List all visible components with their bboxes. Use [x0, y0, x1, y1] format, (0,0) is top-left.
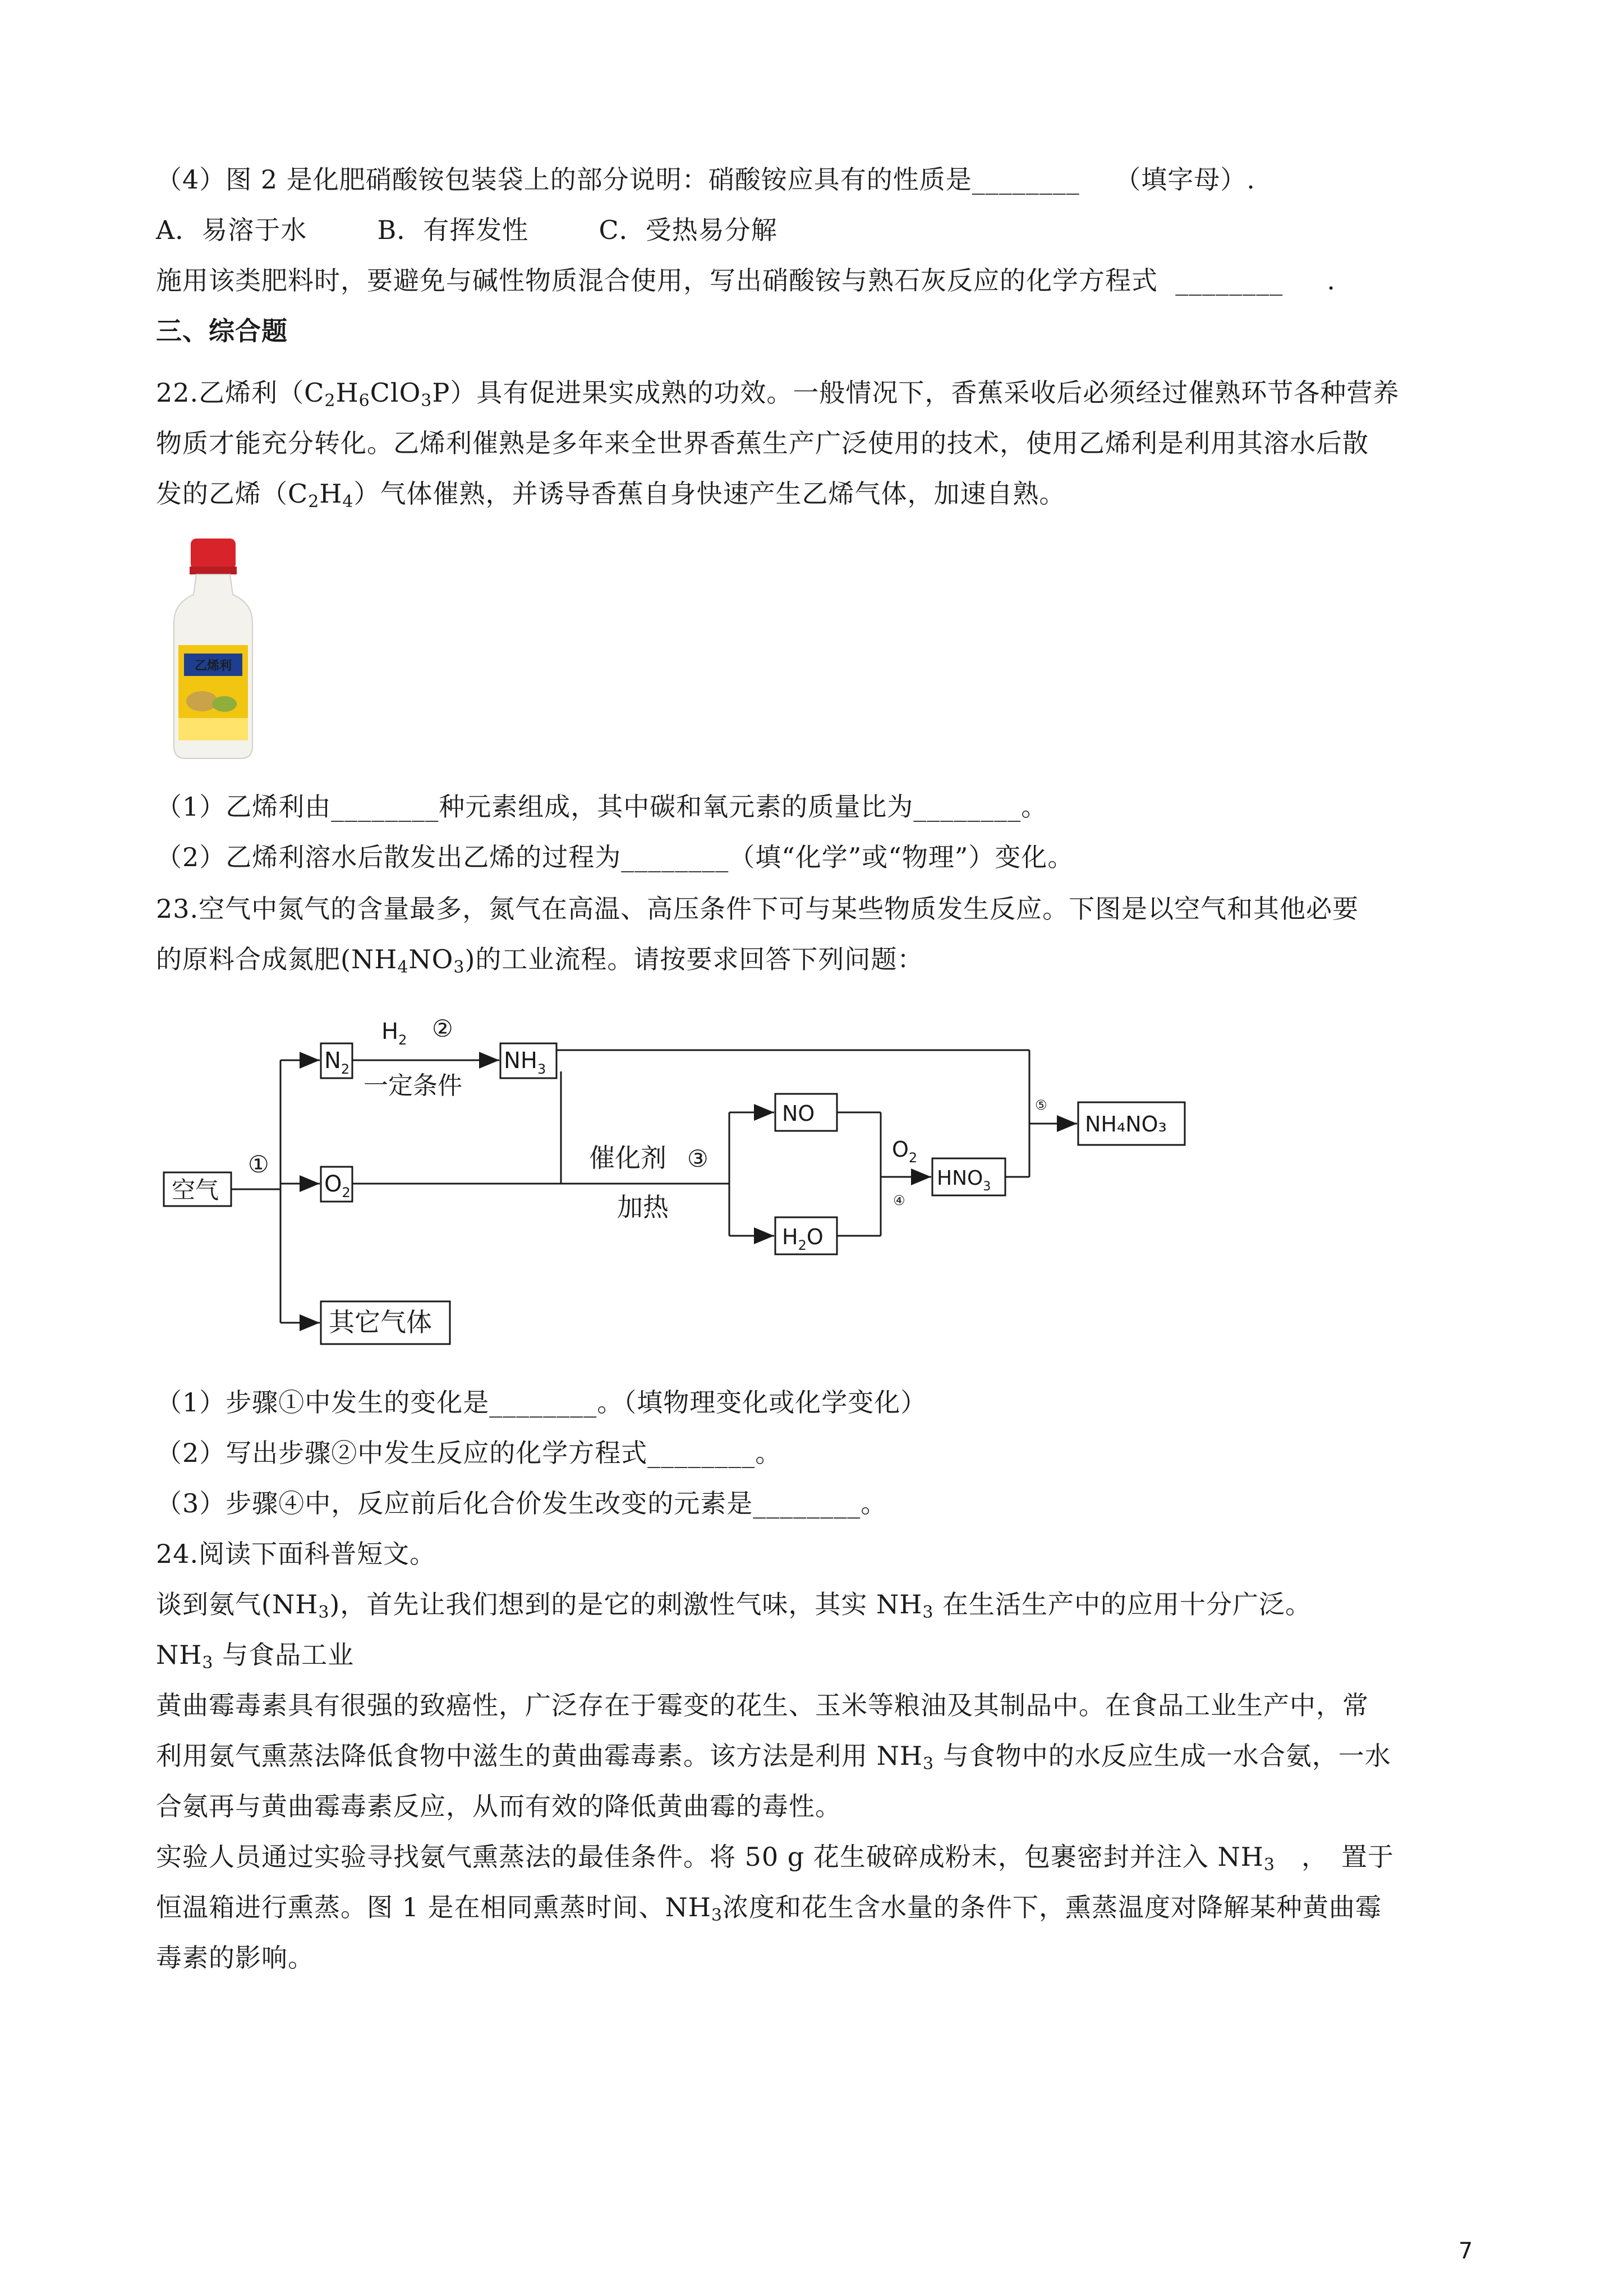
q21-note-tail: . [1327, 265, 1336, 296]
h2o-label: $H_2O$ [782, 1225, 823, 1253]
q23-line1: 23.空气中氮气的含量最多，氮气在高温、高压条件下可与某些物质发生反应。下图是以空气和其他必要 [156, 894, 1359, 924]
q24-text: 谈到氨气(NH [156, 1589, 319, 1619]
q21-note-blank[interactable]: ________ [1175, 265, 1283, 296]
q22-text: P）具有促进果实成熟的功效。一般情况下，香蕉采收后必须经过催熟环节各种营养 [432, 378, 1400, 408]
q22-sub: 2 [308, 492, 320, 512]
section-title: 三、综合题 [156, 316, 288, 346]
q22-sub: 6 [358, 391, 370, 411]
page-number: 7 [1459, 2238, 1473, 2264]
q24-text: ， 置于 [1275, 1842, 1394, 1872]
catalyst-label: 催化剂 [589, 1143, 666, 1173]
q22-line2: 物质才能充分转化。乙烯利催熟是多年来全世界香蕉生产广泛使用的技术，使用乙烯利是利用其溶水后散 [156, 428, 1369, 458]
q23-text: 的原料合成氮肥(NH [156, 944, 398, 974]
q22-sub: 4 [342, 492, 354, 512]
heat-label: 加热 [617, 1192, 669, 1222]
q24-text: 与食物中的水反应生成一水合氨，一水 [934, 1741, 1391, 1771]
q21-part4-question [156, 163, 1255, 196]
q21-part4-blank[interactable]: ________ [972, 164, 1080, 195]
condition-label: 一定条件 [364, 1071, 462, 1100]
q21-note [156, 264, 1336, 297]
q22-line1 [156, 376, 1399, 409]
q22-sub: 3 [421, 391, 433, 411]
bottle-label-bottom [178, 718, 248, 740]
ethephon-bottle-image [163, 539, 264, 763]
q22-text: 22.乙烯利（C [156, 378, 325, 408]
q22-sub1: （1）乙烯利由________种元素组成，其中碳和氧元素的质量比为________。 [156, 792, 1048, 822]
q22-text: ）气体催熟，并诱导香蕉自身快速产生乙烯气体，加速自熟。 [353, 478, 1066, 509]
q24-sub: 3 [1263, 1855, 1275, 1875]
q23-sub1: （1）步骤①中发生的变化是________。（填物理变化或化学变化） [156, 1387, 927, 1418]
step2-label: ② [432, 1015, 453, 1042]
q24-text: 与食品工业 [213, 1640, 355, 1670]
q24-p5 [156, 1890, 1382, 1924]
q24-line1: 24.阅读下面科普短文。 [156, 1539, 436, 1569]
bottle-cap [191, 539, 236, 569]
q24-sub: 3 [923, 1754, 935, 1774]
q24-text: 恒温箱进行熏蒸。图 1 是在相同熏蒸时间、NH [156, 1892, 711, 1922]
q24-text: 利用氨气熏蒸法降低食物中滋生的黄曲霉毒素。该方法是利用 NH [156, 1741, 923, 1771]
q21-options: A．易溶于水 B．有挥发性 C．受热易分解 [156, 215, 778, 245]
step5-label: ⑤ [1035, 1097, 1047, 1113]
hno3-label: $HNO_3$ [937, 1167, 991, 1194]
q24-sub: 3 [922, 1603, 934, 1622]
q23-sub2: （2）写出步骤②中发生反应的化学方程式________。 [156, 1438, 782, 1468]
q24-sub: 3 [711, 1906, 723, 1925]
q23-sub3: （3）步骤④中，反应前后化合价发生改变的元素是________。 [156, 1488, 887, 1519]
q24-p4 [156, 1840, 1394, 1874]
q22-text: ClO [370, 378, 421, 408]
nh4no3-label: NH₄NO₃ [1085, 1112, 1167, 1137]
q21-note-lead: 施用该类肥料时，要避免与碱性物质混合使用，写出硝酸铵与熟石灰反应的化学方程式 [156, 265, 1158, 296]
other-gas-label: 其它气体 [329, 1307, 432, 1337]
q24-sub: 3 [202, 1653, 214, 1673]
q24-p3: 合氨再与黄曲霉毒素反应，从而有效的降低黄曲霉的毒性。 [156, 1791, 841, 1821]
q23-line2 [156, 942, 923, 976]
q22-sub2: （2）乙烯利溶水后散发出乙烯的过程为________（填“化学”或“物理”）变化。 [156, 842, 1074, 872]
bottle-leaf-graphic [212, 696, 237, 712]
q22-line3 [156, 477, 1066, 510]
no-label: NO [782, 1101, 815, 1126]
q24-p2 [156, 1739, 1391, 1773]
bottle-cap-ring [190, 567, 237, 574]
q24-p6: 毒素的影响。 [156, 1943, 314, 1973]
q24-text: 浓度和花生含水量的条件下，熏蒸温度对降解某种黄曲霉 [722, 1892, 1382, 1922]
q21-part4-tail: （填字母）. [1115, 164, 1255, 195]
q24-text: NH [156, 1640, 203, 1670]
q22-sub: 2 [324, 391, 336, 411]
nitrogen-fertilizer-flow-diagram [163, 1010, 1195, 1358]
q24-heading [156, 1638, 354, 1672]
q24-text: 在生活生产中的应用十分广泛。 [933, 1589, 1312, 1619]
q23-text: )的工业流程。请按要求回答下列问题： [464, 944, 924, 974]
q21-part4-lead: （4）图 2 是化肥硝酸铵包装袋上的部分说明：硝酸铵应具有的性质是 [156, 164, 972, 195]
step1-label: ① [248, 1151, 269, 1178]
q24-text: )，首先让我们想到的是它的刺激性气味，其实 NH [329, 1589, 923, 1619]
q23-sub: 3 [453, 958, 465, 977]
air-label: 空气 [172, 1176, 219, 1204]
q24-sub: 3 [318, 1603, 330, 1622]
bottle-label-text: 乙烯利 [194, 659, 232, 673]
q22-text: H [335, 378, 359, 408]
step3-label: ③ [687, 1145, 709, 1172]
q23-sub: 4 [397, 958, 409, 977]
q24-p1: 黄曲霉毒素具有很强的致癌性，广泛存在于霉变的花生、玉米等粮油及其制品中。在食品工业生产中，常 [156, 1690, 1369, 1720]
q22-text: 发的乙烯（C [156, 478, 309, 509]
h2-label: $H_2$ [381, 1019, 407, 1048]
q22-text: H [319, 478, 343, 509]
q24-line2 [156, 1588, 1312, 1621]
n2-label: $N_2$ [324, 1048, 350, 1077]
nh3-label: $NH_3$ [504, 1048, 546, 1077]
q23-text: NO [408, 944, 454, 974]
step4-label: ④ [893, 1193, 905, 1208]
o2-label: $O_2$ [324, 1171, 351, 1200]
o2-step4-label: $O_2$ [892, 1137, 918, 1166]
q24-text: 实验人员通过实验寻找氨气熏蒸法的最佳条件。将 50 g 花生破碎成粉末，包裹密封并注入 NH [156, 1842, 1264, 1872]
